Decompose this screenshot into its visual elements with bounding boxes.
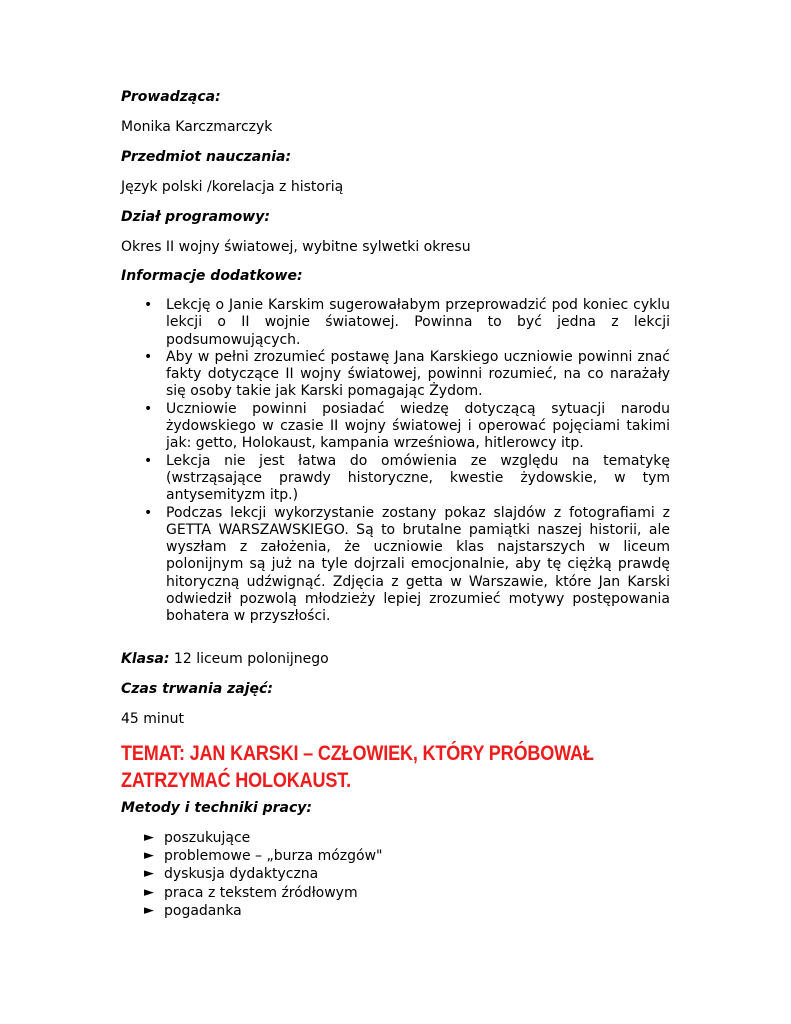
method-item <box>144 865 383 883</box>
arrow-right-icon: ► <box>144 866 154 882</box>
lesson-topic <box>121 740 637 794</box>
program-value: Okres II wojny światowej, wybitne sylwetki okresu <box>121 239 471 255</box>
bullet-icon: • <box>144 452 153 469</box>
method-text: praca z tekstem źródłowym <box>164 884 358 901</box>
arrow-right-icon: ► <box>144 902 154 918</box>
info-item <box>144 453 670 505</box>
info-item <box>144 297 670 349</box>
method-item <box>144 902 383 920</box>
topic-line-2: ZATRZYMAĆ HOLOKAUST. <box>121 769 351 792</box>
method-item <box>144 884 383 902</box>
arrow-right-icon: ► <box>144 884 154 900</box>
info-item <box>144 349 670 401</box>
arrow-right-icon: ► <box>144 848 154 864</box>
methods-label: Metody i techniki pracy: <box>121 800 313 816</box>
info-list <box>144 297 670 626</box>
method-text: pogadanka <box>164 902 242 919</box>
bullet-icon: • <box>144 504 153 521</box>
method-item <box>144 829 383 847</box>
method-text: dyskusja dydaktyczna <box>164 866 319 883</box>
bullet-icon: • <box>144 348 153 365</box>
info-item-text: Uczniowie powinni posiadać wiedzę dotyczącą sytuacji narodu żydowskiego w czasie II wojny światowej i operować pojęciami takimi jak: getto, Holokaust, kampania wrześniowa, hitlerowcy itp. <box>166 400 670 452</box>
info-item-text: Aby w pełni zrozumieć postawę Jana Karskiego uczniowie powinni znać fakty dotyczące II wojny światowej, powinni rozumieć, na co narażały się osoby takie jak Karski pomagając Żydom. <box>166 348 670 400</box>
teacher-label: Prowadząca: <box>121 89 221 105</box>
duration-label: Czas trwania zajęć: <box>121 681 273 697</box>
info-item-text: Lekcja nie jest łatwa do omówienia ze względu na tematykę (wstrząsające prawdy historyczne, kwestie żydowskie, w tym antysemityzm itp.) <box>166 452 670 504</box>
teacher-value: Monika Karczmarczyk <box>121 119 273 135</box>
arrow-right-icon: ► <box>144 830 154 845</box>
class-line <box>121 650 329 668</box>
info-item <box>144 401 670 453</box>
topic-line-1: TEMAT: JAN KARSKI – CZŁOWIEK, KTÓRY PRÓBOWAŁ <box>121 742 594 765</box>
info-item-text: Lekcję o Janie Karskim sugerowałabym przeprowadzić pod koniec cyklu lekcji o II wojnie światowej. Powinna to być jedna z lekcji podsumowujących. <box>166 297 670 348</box>
class-value: 12 liceum polonijnego <box>169 651 329 667</box>
info-item-text: Podczas lekcji wykorzystanie zostany pokaz slajdów z fotografiami z GETTA WARSZAWSKIEGO. Są to brutalne pamiątki naszej historii, ale wyszłam z założenia, że uczniowie klas najstarszych w liceum polonijnym są już na tyle dojrzali emocjonalnie, aby tę ciężką prawdę hitoryczną udźwignąć. Zdjęcia z getta w Warszawie, które Jan Karski odwiedził pozwolą młodzieży lepiej zrozumieć motywy postępowania bohatera w przyszłości. <box>166 504 670 625</box>
subject-value: Język polski /korelacja z historią <box>121 179 344 195</box>
duration-value: 45 minut <box>121 711 185 727</box>
subject-label: Przedmiot nauczania: <box>121 149 292 165</box>
info-item <box>144 505 670 626</box>
bullet-icon: • <box>144 400 153 417</box>
program-label: Dział programowy: <box>121 209 270 225</box>
class-label: Klasa: <box>121 651 170 667</box>
method-item <box>144 847 383 865</box>
method-text: poszukujące <box>164 830 251 846</box>
method-text: problemowe – „burza mózgów" <box>164 848 383 865</box>
methods-list <box>144 829 383 920</box>
bullet-icon: • <box>144 297 153 313</box>
info-label: Informacje dodatkowe: <box>121 268 303 284</box>
